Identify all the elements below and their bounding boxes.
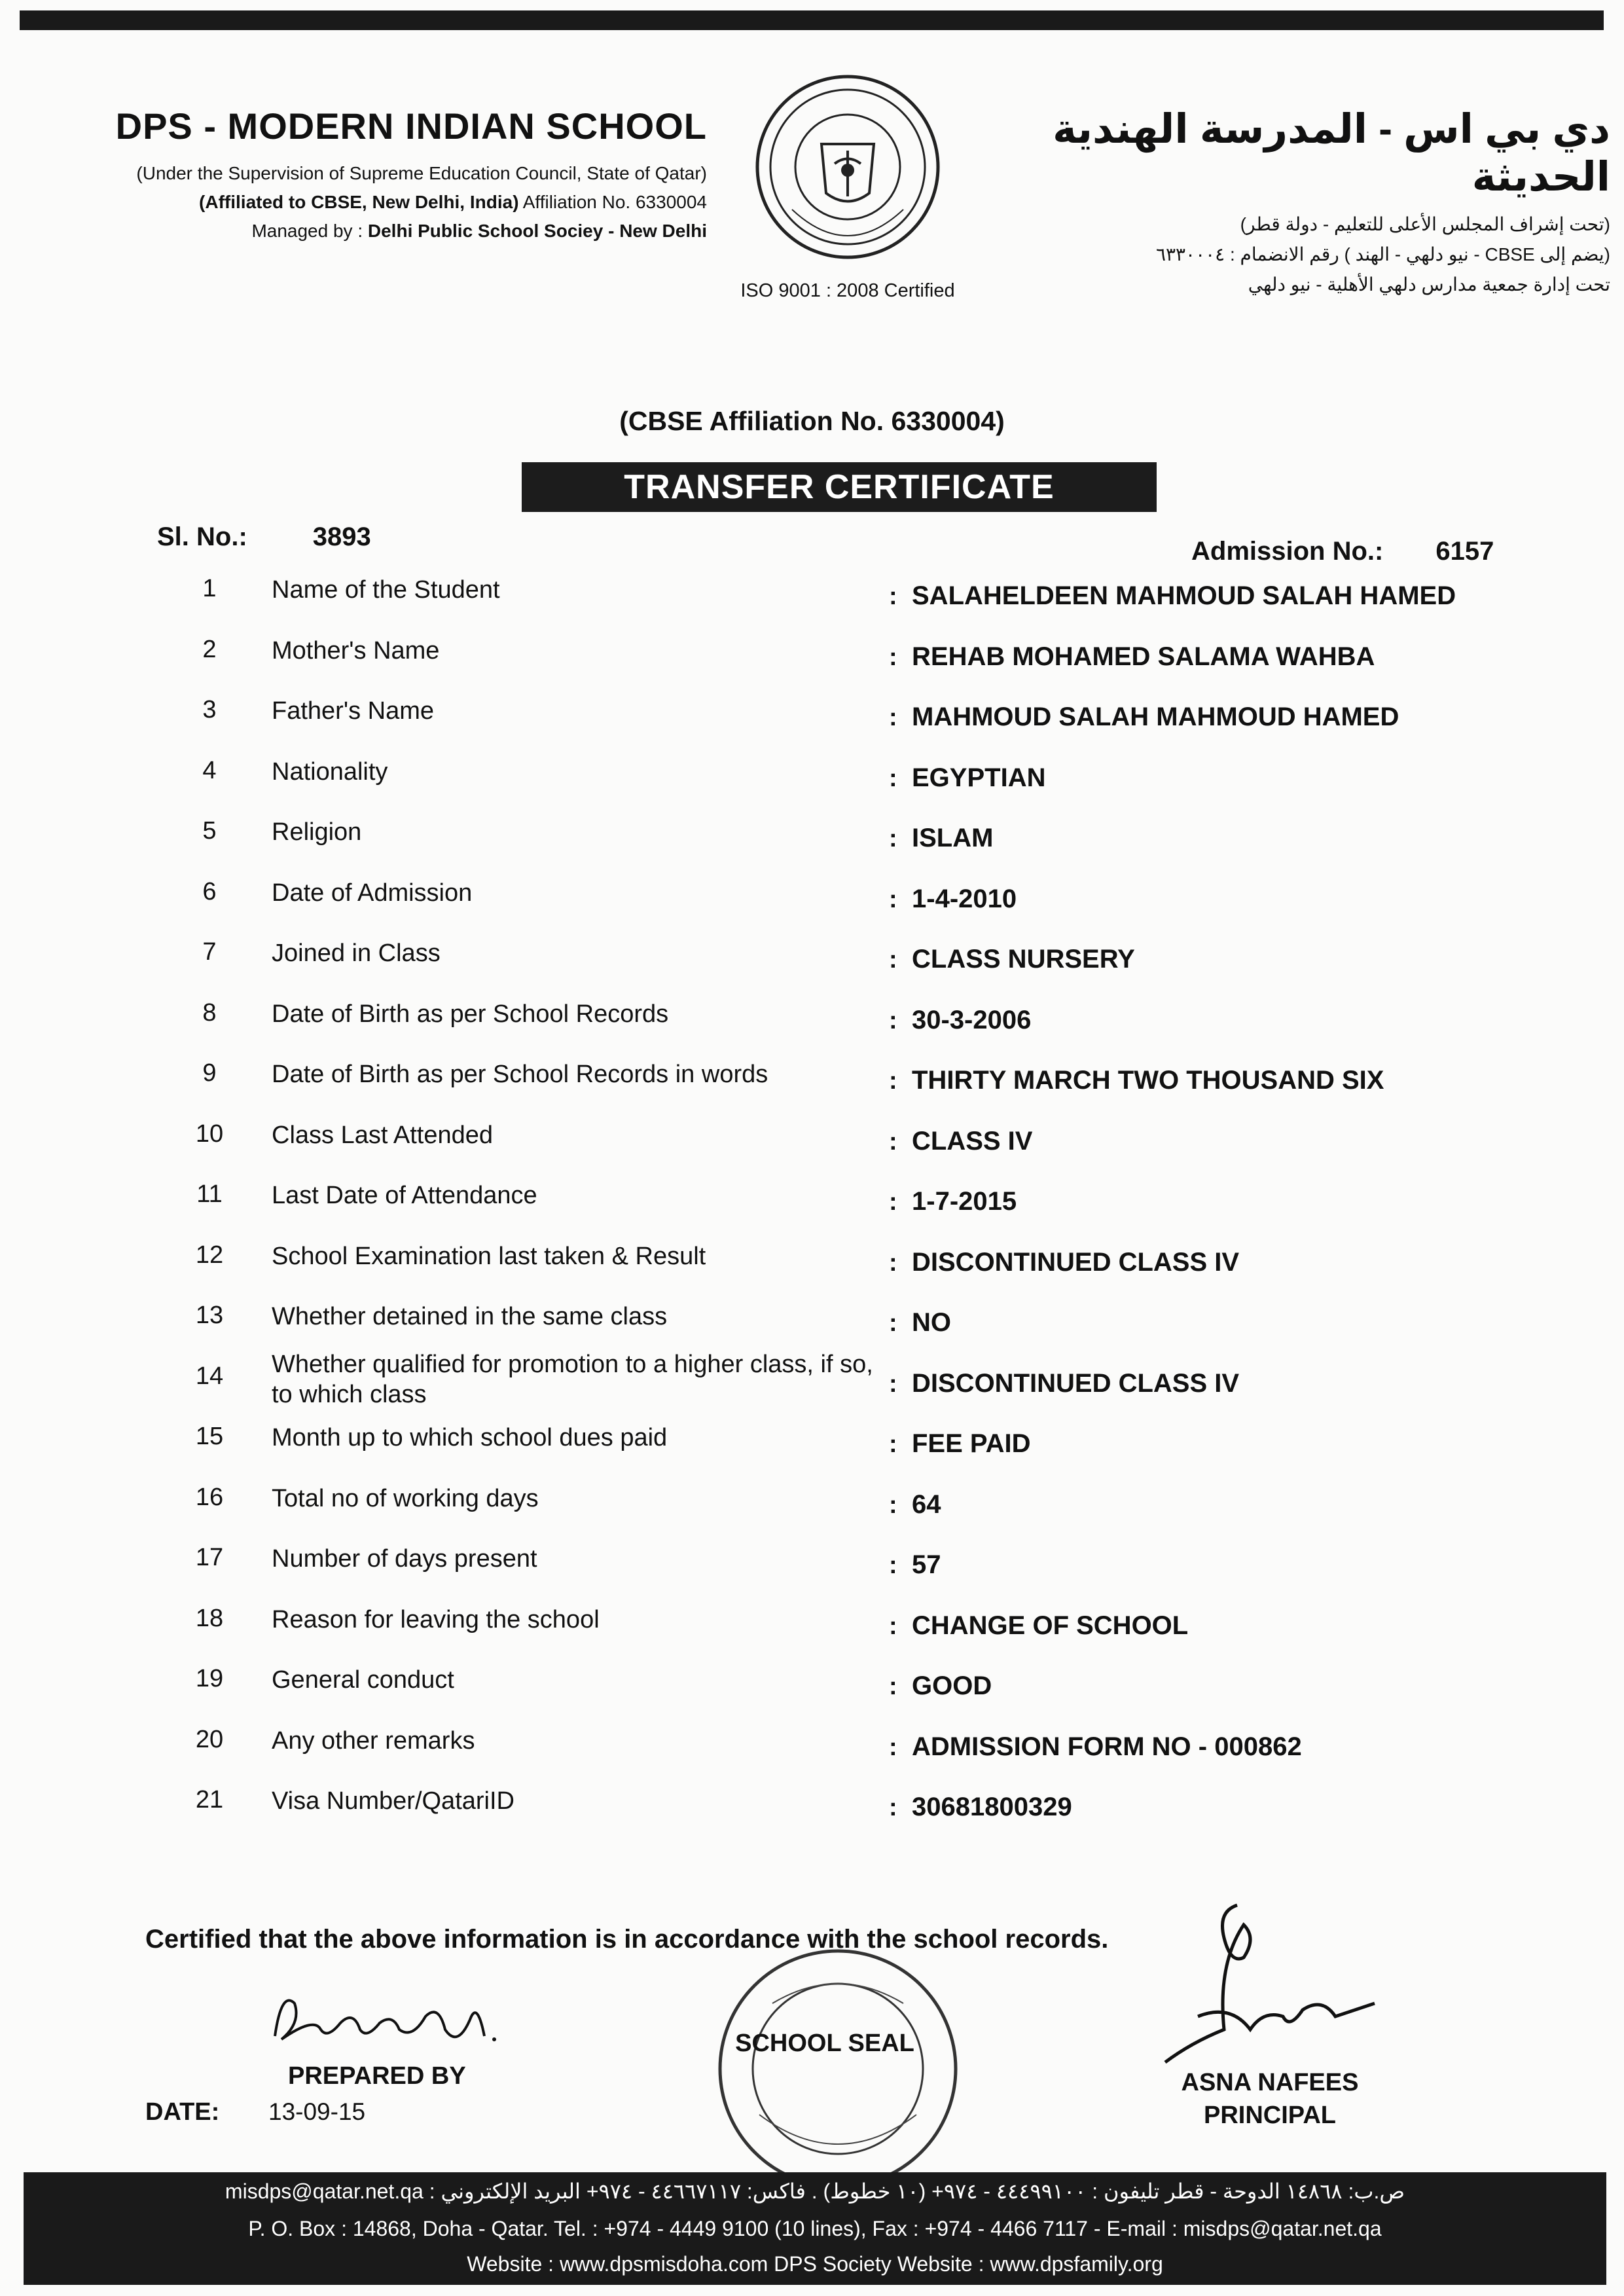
field-value: MAHMOUD SALAH MAHMOUD HAMED <box>912 702 1399 731</box>
field-separator: : <box>889 1673 897 1700</box>
cbse-affiliation: (CBSE Affiliation No. 6330004) <box>619 406 1005 436</box>
field-row <box>0 1477 1624 1538</box>
field-number: 4 <box>202 756 217 784</box>
field-row <box>0 629 1624 690</box>
field-label: Joined in Class <box>272 939 441 967</box>
field-value: DISCONTINUED CLASS IV <box>912 1247 1240 1277</box>
field-value: FEE PAID <box>912 1429 1031 1458</box>
field-number: 6 <box>202 877 217 905</box>
field-label: Date of Admission <box>272 879 473 907</box>
field-value: CLASS NURSERY <box>912 945 1135 974</box>
field-label: Date of Birth as per School Records <box>272 1000 669 1028</box>
field-separator: : <box>889 885 897 913</box>
school-name: DPS - MODERN INDIAN SCHOOL <box>115 105 707 147</box>
affiliation-line-arabic: (يضم إلى CBSE - نيو دلهي - الهند ) رقم الانضمام : ٦٣٣٠٠٠٤ <box>1155 244 1610 264</box>
field-row <box>0 932 1624 993</box>
field-value: REHAB MOHAMED SALAMA WAHBA <box>912 642 1375 671</box>
field-label: Visa Number/QatariID <box>272 1787 514 1815</box>
field-row <box>0 1053 1624 1114</box>
field-label: Nationality <box>272 757 388 786</box>
footer-bar <box>24 2172 1606 2285</box>
principal-signature-icon <box>1152 1899 1401 2088</box>
field-separator: : <box>889 1127 897 1156</box>
field-row <box>0 1235 1624 1296</box>
field-label: Any other remarks <box>272 1726 475 1755</box>
field-row <box>0 1114 1624 1175</box>
field-label: Whether qualified for promotion to a higher class, if so, to which class <box>272 1350 873 1408</box>
field-separator: : <box>889 643 897 671</box>
field-number: 16 <box>195 1483 224 1511</box>
header-english <box>92 105 707 246</box>
affiliation-line <box>92 188 707 217</box>
field-label: Whether detained in the same class <box>272 1303 668 1330</box>
footer-arabic-contact: ص.ب: ١٤٨٦٨ الدوحة - قطر تليفون : ٤٤٤٩٩١٠٠ - ٩٧٤+ (١٠ خطوط) . فاكس: ٤٤٦٦٧١١٧ - ٩٧٤+ البريد الإلكتروني : misdps@qatar.net.qa <box>225 2179 1405 2203</box>
field-row <box>0 1598 1624 1659</box>
field-separator: : <box>889 1552 897 1579</box>
field-separator: : <box>889 764 897 792</box>
field-separator: : <box>889 704 897 731</box>
field-number: 7 <box>202 938 217 966</box>
field-number: 20 <box>195 1725 224 1753</box>
field-number: 19 <box>195 1665 224 1692</box>
serial-number <box>157 522 371 552</box>
field-row <box>0 1658 1624 1719</box>
field-number: 2 <box>202 635 217 663</box>
field-label: Mother's Name <box>272 636 440 665</box>
field-value: CLASS IV <box>912 1126 1033 1156</box>
managed-line <box>92 217 707 246</box>
managed-label: Managed by : <box>251 221 363 241</box>
footer-websites: Website : www.dpsmisdoha.com DPS Society Website : www.dpsfamily.org <box>467 2252 1163 2276</box>
field-value: DISCONTINUED CLASS IV <box>912 1368 1240 1398</box>
field-separator: : <box>889 825 897 852</box>
field-row <box>0 811 1624 871</box>
serial-number-label: Sl. No.: <box>157 522 247 551</box>
school-seal-label: SCHOOL SEAL <box>735 2030 914 2057</box>
field-row <box>0 689 1624 750</box>
field-label: Date of Birth as per School Records in words <box>272 1061 768 1088</box>
managed-line-arabic: تحت إدارة جمعية مدارس دلهي الأهلية - نيو دلهي <box>1248 274 1610 295</box>
admission-number-value: 6157 <box>1435 537 1494 566</box>
field-label: Reason for leaving the school <box>272 1605 600 1633</box>
field-number: 14 <box>195 1362 224 1390</box>
school-emblem-icon <box>753 72 943 262</box>
affiliation-number-text: Affiliation No. 6330004 <box>522 192 707 212</box>
preparer-signature-icon <box>262 1977 524 2056</box>
field-label: Name of the Student <box>272 576 500 604</box>
field-row <box>0 1174 1624 1235</box>
field-row <box>0 1295 1624 1356</box>
date-label: DATE: <box>145 2098 220 2126</box>
field-number: 8 <box>202 998 217 1027</box>
field-value: ADMISSION FORM NO - 000862 <box>912 1732 1302 1761</box>
affiliated-text: (Affiliated to CBSE, New Delhi, India) <box>199 192 519 212</box>
field-number: 21 <box>195 1786 224 1813</box>
field-value: 64 <box>912 1489 941 1519</box>
field-number: 1 <box>202 575 217 602</box>
field-value: 57 <box>912 1550 941 1579</box>
school-name-arabic: دي بي اس - المدرسة الهندية الحديثة <box>1053 107 1610 200</box>
field-separator: : <box>889 1370 897 1398</box>
field-number: 17 <box>195 1544 224 1571</box>
certificate-fields <box>0 568 1624 1840</box>
field-separator: : <box>889 1733 897 1761</box>
field-separator: : <box>889 1006 897 1034</box>
field-row <box>0 871 1624 932</box>
field-number: 12 <box>195 1241 224 1269</box>
field-row <box>0 568 1624 629</box>
field-row <box>0 750 1624 811</box>
field-value: THIRTY MARCH TWO THOUSAND SIX <box>912 1066 1384 1095</box>
field-separator: : <box>889 1309 897 1337</box>
field-row <box>0 1779 1624 1840</box>
field-number: 3 <box>202 696 217 723</box>
field-number: 11 <box>196 1180 223 1208</box>
supervision-line-arabic: (تحت إشراف المجلس الأعلى للتعليم - دولة قطر) <box>1240 214 1610 234</box>
field-value: 1-4-2010 <box>912 884 1017 913</box>
field-separator: : <box>889 1430 897 1458</box>
header-arabic <box>995 105 1610 300</box>
field-value: 1-7-2015 <box>912 1187 1017 1216</box>
field-value: ISLAM <box>912 824 994 852</box>
field-separator: : <box>889 1491 897 1519</box>
field-separator: : <box>889 1067 897 1095</box>
field-separator: : <box>889 1188 897 1216</box>
certified-statement: Certified that the above information is in accordance with the school records. <box>145 1925 1109 1954</box>
admission-number-label: Admission No.: <box>1191 537 1384 566</box>
school-seal-stamp-icon <box>707 1938 969 2200</box>
field-label: Last Date of Attendance <box>272 1182 537 1209</box>
certificate-title: TRANSFER CERTIFICATE <box>522 462 1157 512</box>
field-row <box>0 1537 1624 1598</box>
field-separator: : <box>889 1612 897 1640</box>
field-separator: : <box>889 946 897 974</box>
field-row <box>0 1719 1624 1780</box>
field-number: 13 <box>195 1302 224 1329</box>
field-label: Religion <box>272 818 362 846</box>
field-label: Father's Name <box>272 697 435 725</box>
field-number: 10 <box>195 1120 224 1148</box>
principal-title: PRINCIPAL <box>1204 2102 1336 2129</box>
date-value: 13-09-15 <box>268 2098 366 2125</box>
field-value: GOOD <box>912 1671 992 1700</box>
admission-number <box>1191 537 1494 566</box>
top-border-bar <box>20 10 1604 30</box>
field-separator: : <box>889 1794 897 1821</box>
field-value: CHANGE OF SCHOOL <box>912 1611 1189 1640</box>
supervision-line: (Under the Supervision of Supreme Education Council, State of Qatar) <box>136 163 707 183</box>
field-label: Number of days present <box>272 1545 537 1573</box>
field-row <box>0 1416 1624 1477</box>
field-number: 5 <box>202 817 217 845</box>
iso-certification: ISO 9001 : 2008 Certified <box>740 280 955 301</box>
prepared-by-label: PREPARED BY <box>288 2062 466 2090</box>
footer-contact: P. O. Box : 14868, Doha - Qatar. Tel. : +974 - 4449 9100 (10 lines), Fax : +974 - 4466 7117 - E-mail : misdps@qatar.net.qa <box>248 2217 1382 2240</box>
field-value: 30681800329 <box>912 1793 1072 1821</box>
field-label: General conduct <box>272 1666 454 1694</box>
field-separator: : <box>889 1248 897 1277</box>
field-value: NO <box>912 1308 951 1337</box>
field-value: SALAHELDEEN MAHMOUD SALAH HAMED <box>912 581 1456 610</box>
field-row <box>0 993 1624 1053</box>
serial-number-value: 3893 <box>312 522 371 551</box>
field-row <box>0 1350 1624 1417</box>
field-label: School Examination last taken & Result <box>272 1242 706 1270</box>
principal-name: ASNA NAFEES <box>1181 2069 1359 2096</box>
field-number: 9 <box>202 1059 217 1087</box>
field-separator: : <box>889 583 897 610</box>
field-value: 30-3-2006 <box>912 1005 1032 1034</box>
field-label: Month up to which school dues paid <box>272 1424 668 1451</box>
field-label: Class Last Attended <box>272 1121 493 1149</box>
field-label: Total no of working days <box>272 1484 539 1512</box>
field-number: 15 <box>195 1423 224 1450</box>
field-value: EGYPTIAN <box>912 763 1046 792</box>
managed-by-text: Delhi Public School Sociey - New Delhi <box>367 221 707 241</box>
field-number: 18 <box>195 1604 224 1632</box>
